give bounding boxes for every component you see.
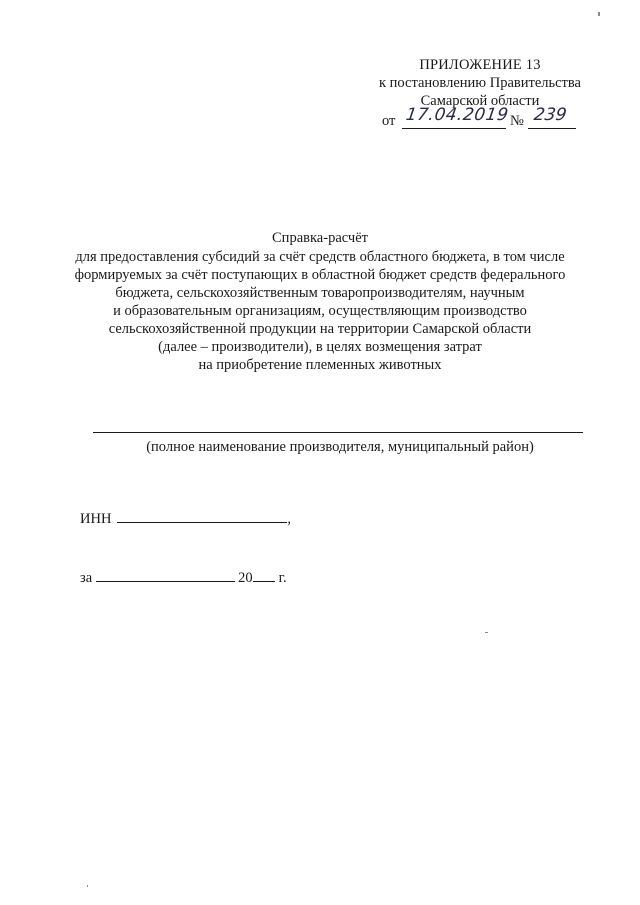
- document-title-line: и образовательным организациям, осуществляющим производство: [113, 303, 527, 319]
- document-title-line: сельскохозяйственной продукции на территории Самарской области: [108, 321, 532, 337]
- attachment-title: ПРИЛОЖЕНИЕ 13: [419, 57, 541, 73]
- document-title-line: для предоставления субсидий за счёт средств областного бюджета, в том числе: [75, 249, 565, 265]
- handwritten-date: 17.04.2019: [404, 105, 510, 125]
- document-heading: Справка-расчёт: [272, 230, 368, 246]
- handwritten-number: 239: [532, 105, 568, 125]
- date-prefix: от: [382, 113, 396, 129]
- inn-field[interactable]: [117, 508, 287, 523]
- attachment-region-line: Самарской области: [420, 93, 540, 109]
- producer-name-field[interactable]: [93, 432, 583, 433]
- number-field: [528, 106, 576, 129]
- scan-speck: [485, 632, 488, 633]
- scan-speck: [87, 885, 88, 887]
- period-suffix: г.: [278, 570, 287, 586]
- inn-label: ИНН: [80, 511, 112, 527]
- document-title-line: на приобретение племенных животных: [198, 357, 442, 373]
- date-field: [402, 105, 510, 129]
- period-field[interactable]: [96, 567, 235, 582]
- document-title-line: (далее – производители), в целях возмещения затрат: [158, 339, 482, 355]
- producer-caption: (полное наименование производителя, муниципальный район): [146, 439, 534, 455]
- attachment-date-line: [360, 105, 600, 132]
- attachment-header: [360, 56, 600, 132]
- document-title-block: [60, 229, 580, 374]
- document-title-line: формируемых за счёт поступающих в областной бюджет средств федерального: [74, 267, 566, 283]
- inn-row: [80, 508, 291, 528]
- attachment-decree-line: к постановлению Правительства: [379, 75, 581, 91]
- period-century: 20: [238, 570, 253, 586]
- period-year-field[interactable]: [253, 567, 275, 582]
- period-row: [80, 567, 287, 587]
- document-title-line: бюджета, сельскохозяйственным товаропроизводителям, научным: [115, 285, 525, 301]
- period-prefix: за: [80, 570, 93, 586]
- inn-suffix: ,: [287, 511, 292, 527]
- scan-speck: [598, 12, 600, 16]
- number-sign: №: [510, 113, 524, 129]
